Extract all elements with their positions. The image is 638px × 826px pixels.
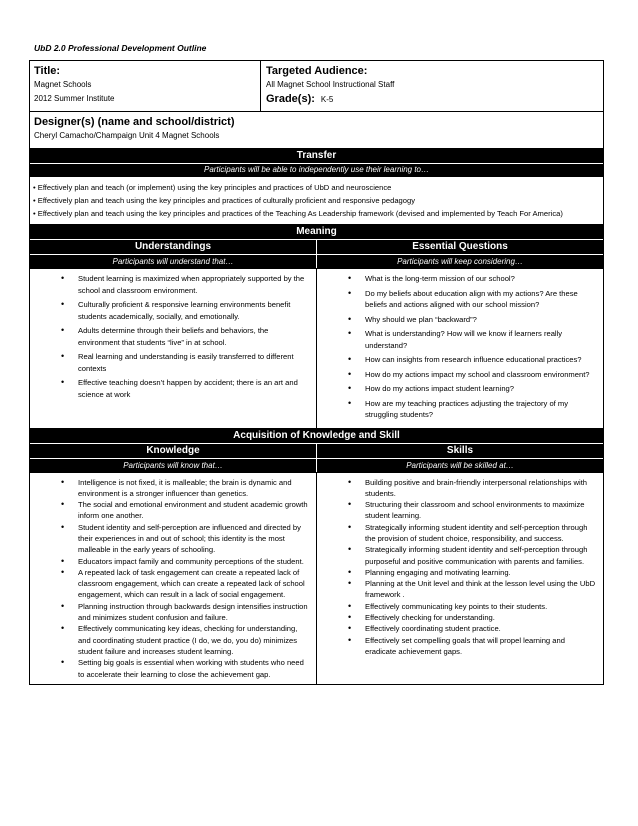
grades-label: Grade(s):	[266, 93, 315, 105]
transfer-header	[30, 149, 603, 177]
grades-line	[266, 92, 598, 107]
list-item: • Strategically informing student identity and self-perception through purposeful and positive communication with parents and families.	[365, 544, 597, 567]
title-audience-row	[30, 61, 603, 112]
audience-label: Targeted Audience:	[266, 65, 368, 77]
transfer-goal: • Effectively plan and teach (or implement) using the key principles and practices of UbD and neuroscience	[33, 183, 392, 192]
list-item: • Planning at the Unit level and think at the lesson level using the UbD framework .	[365, 578, 597, 601]
list-item: • The social and emotional environment and student academic growth inform one another.	[78, 499, 310, 522]
meaning-header	[30, 225, 603, 240]
list-item: • Do my beliefs about education align with my actions? Are these beliefs and actions aligned with our school mission?	[365, 288, 597, 311]
knowledge-list	[30, 473, 317, 684]
designer-row	[30, 112, 603, 149]
knowledge-title: Knowledge	[30, 444, 317, 458]
list-item: • Culturally proficient & responsive learning environments benefit students academically, socially, and emotionally.	[78, 299, 310, 322]
title-cell	[30, 61, 261, 111]
essential-questions-title: Essential Questions	[412, 241, 508, 252]
meaning-subheader	[30, 240, 603, 269]
list-item: • How do my actions impact my school and classroom environment?	[365, 369, 597, 381]
acquisition-subheader	[30, 444, 603, 473]
outline-table	[29, 60, 604, 685]
understandings-subtitle: Participants will understand that…	[30, 255, 317, 268]
meaning-lists	[30, 269, 603, 429]
list-item: • How can insights from research influence educational practices?	[365, 354, 597, 366]
acquisition-title: Acquisition of Knowledge and Skill	[233, 429, 400, 441]
title-label: Title:	[34, 65, 61, 77]
list-item: • Effective teaching doesn’t happen by accident; there is an art and science at work	[78, 377, 310, 400]
understandings-title: Understandings	[30, 240, 317, 254]
skills-subtitle: Participants will be skilled at…	[406, 460, 514, 470]
list-item: • Intelligence is not fixed, it is malleable; the brain is dynamic and environment is a stronger influencer than genetics.	[78, 477, 310, 500]
essential-questions-list	[317, 269, 603, 428]
title-line-1: Magnet Schools	[34, 80, 92, 89]
designer-label: Designer(s) (name and school/district)	[34, 116, 235, 128]
list-item: • What is the long-term mission of our school?	[365, 273, 597, 285]
list-item: • How are my teaching practices adjusting the trajectory of my struggling students?	[365, 398, 597, 421]
list-item: • What is understanding? How will we know if learners really understand?	[365, 328, 597, 351]
document-header: UbD 2.0 Professional Development Outline	[34, 43, 207, 53]
list-item: • Educators impact family and community perceptions of the student.	[78, 556, 310, 567]
title-line-2: 2012 Summer Institute	[34, 94, 115, 103]
transfer-goal: • Effectively plan and teach using the key principles and practices of the Teaching As Leadership framework (devised and implemented by Teach For America)	[33, 209, 563, 218]
list-item: • Student identity and self-perception are influenced and directed by their experiences in and out of school; this identity is the most malleable in the early years of schooling.	[78, 522, 310, 556]
list-item: • A repeated lack of task engagement can create a repeated lack of classroom engagement, which can create a repeated lack of school engagement, which can result in a lack of social engagement.	[78, 567, 310, 601]
list-item: • Effectively set compelling goals that will propel learning and eradicate achievement gaps.	[365, 635, 597, 658]
understandings-list	[30, 269, 317, 428]
list-item: • Real learning and understanding is easily transferred to different contexts	[78, 351, 310, 374]
list-item: • Adults determine through their beliefs and behaviors, the environment that students “live” in at school.	[78, 325, 310, 348]
transfer-subtitle: Participants will be able to independently use their learning to…	[30, 163, 603, 176]
list-item: • Structuring their classroom and school environments to maximize student learning.	[365, 499, 597, 522]
essential-questions-subtitle: Participants will keep considering…	[397, 257, 523, 266]
transfer-goals	[30, 177, 603, 225]
list-item: • Effectively checking for understanding.	[365, 612, 597, 623]
transfer-title: Transfer	[296, 150, 337, 161]
list-item: • Effectively coordinating student practice.	[365, 623, 597, 634]
list-item: • Planning instruction through backwards design intensifies instruction and minimizes student confusion and failure.	[78, 601, 310, 624]
list-item: • Effectively communicating key points to their students.	[365, 601, 597, 612]
acquisition-lists	[30, 473, 603, 684]
designer-value: Cheryl Camacho/Champaign Unit 4 Magnet Schools	[34, 131, 220, 140]
knowledge-subtitle: Participants will know that…	[30, 459, 317, 472]
list-item: • Building positive and brain-friendly interpersonal relationships with students.	[365, 477, 597, 500]
list-item: • Effectively communicating key ideas, checking for understanding, and coordinating student practice (I do, we do, you do) minimizes student failure and increases student learning.	[78, 623, 310, 657]
grades-value: K-5	[320, 95, 334, 104]
audience-value: All Magnet School Instructional Staff	[266, 80, 395, 89]
transfer-goal: • Effectively plan and teach using the key principles and practices of culturally proficient and responsive pedagogy	[33, 196, 416, 205]
list-item: • Setting big goals is essential when working with students who need to accelerate their learning to close the achievement gap.	[78, 657, 310, 680]
list-item: • Why should we plan “backward”?	[365, 314, 597, 326]
acquisition-header	[30, 429, 603, 444]
list-item: • Strategically informing student identity and self-perception through the provision of student choice, responsibility, and success.	[365, 522, 597, 545]
skills-title: Skills	[446, 444, 474, 456]
list-item: • How do my actions impact student learning?	[365, 383, 597, 395]
audience-cell	[261, 61, 603, 111]
list-item: • Student learning is maximized when appropriately supported by the school and classroom environment.	[78, 273, 310, 296]
meaning-title: Meaning	[296, 226, 337, 237]
skills-list	[317, 473, 603, 684]
list-item: • Planning engaging and motivating learning.	[365, 567, 597, 578]
